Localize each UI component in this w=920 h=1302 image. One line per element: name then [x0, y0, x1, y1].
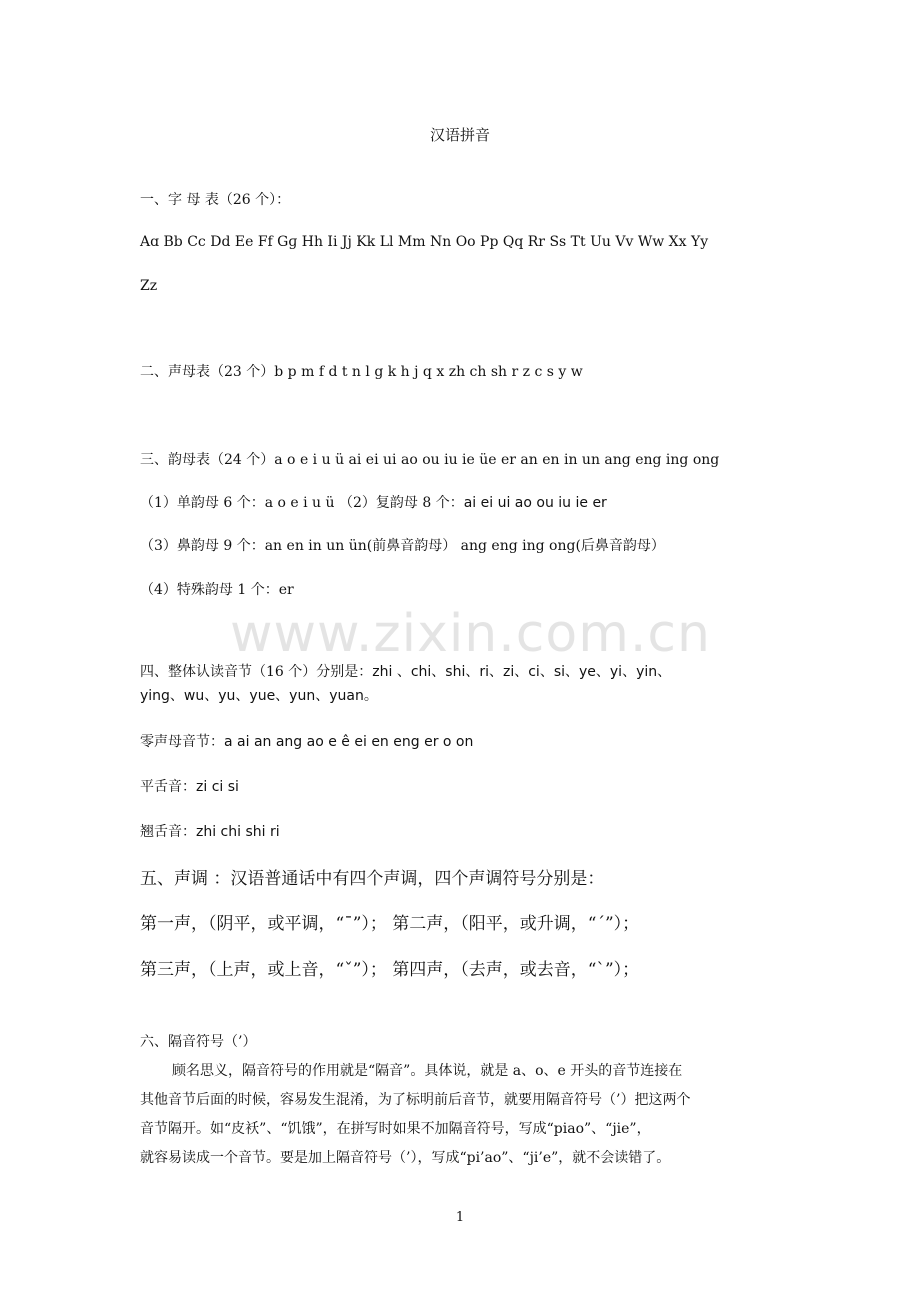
finals-item-1-prefix: （1）单韵母 6 个：a o e i u ü （2）复韵母 8 个： — [140, 495, 464, 511]
separator-paragraph-line-1: 顾名思义，隔音符号的作用就是“隔音”。具体说，就是 a、o、e 开头的音节连接在 — [172, 1063, 683, 1079]
flat-tongue-line — [140, 777, 239, 797]
flat-tongue-label: 平舌音： — [140, 779, 196, 795]
alphabet-line-1: Aɑ Bb Cc Dd Ee Ff Gɡ Hh Ii Jj Kk Ll Mm Nn Oo Pp Qq Rr Ss Tt Uu Vv Ww Xx Yy — [140, 234, 709, 250]
finals-item-1-suffix: ai ei ui ao ou iu ie er — [463, 495, 607, 511]
finals-item-4: （4）特殊韵母 1 个：er — [140, 582, 294, 598]
zero-initial-value: a ai an ang ao e ê ei en eng er o on — [224, 734, 474, 750]
flat-tongue-value: zi ci si — [196, 779, 239, 795]
initials-table: 二、声母表（23 个）b p m f d t n l g k h j q x zh ch sh r z c s y w — [140, 364, 583, 380]
whole-syllables-line-1 — [140, 662, 671, 682]
tones-line-2: 第三声，（上声，或上音，“ˇ”）； 第四声，（去声，或去音，“ˋ”）； — [140, 960, 640, 980]
tones-line-1: 第一声，（阴平，或平调，“ˉ”）； 第二声，（阳平，或升调，“ˊ”）； — [140, 914, 640, 934]
whole-syllables-list: zhi 、chi、shi、ri、zi、ci、si、ye、yi、yin、 — [372, 664, 672, 680]
zero-initial-label: 零声母音节： — [140, 734, 224, 750]
finals-heading: 三、韵母表（24 个）a o e i u ü ai ei ui ao ou iu ie üe er an en in un ang eng ing ong — [140, 452, 720, 468]
whole-syllables-line-2: ying、wu、yu、yue、yun、yuan。 — [140, 688, 378, 704]
alphabet-heading: 一、字 母 表（26 个）： — [140, 192, 291, 208]
retroflex-value: zhi chi shi ri — [196, 824, 280, 840]
whole-syllables-prefix: 四、整体认读音节（16 个）分别是： — [140, 664, 373, 680]
finals-item-1 — [140, 493, 607, 513]
separator-paragraph-line-3: 音节隔开。如“皮袄”、“饥饿”，在拼写时如果不加隔音符号，写成“piao”、“jie”， — [140, 1121, 651, 1137]
separator-paragraph-line-2: 其他音节后面的时候，容易发生混淆，为了标明前后音节，就要用隔音符号（’）把这两个 — [140, 1092, 691, 1108]
finals-item-3: （3）鼻韵母 9 个：an en in un ün(前鼻音韵母） ang eng ing ong(后鼻音韵母） — [140, 538, 665, 554]
retroflex-line — [140, 822, 280, 842]
page-title: 汉语拼音 — [429, 126, 490, 144]
watermark: www.zixin.com.cn — [230, 604, 711, 664]
alphabet-line-2: Zz — [140, 278, 158, 294]
separator-heading: 六、隔音符号（’） — [140, 1034, 257, 1050]
separator-paragraph-line-4: 就容易读成一个音节。要是加上隔音符号（’），写成“pi’ao”、“ji’e”，就不会读错了。 — [140, 1150, 671, 1166]
retroflex-label: 翘舌音： — [140, 824, 196, 840]
zero-initial-line — [140, 732, 473, 752]
page-number: 1 — [455, 1210, 465, 1225]
tones-heading: 五、声调 ：汉语普通话中有四个声调，四个声调符号分别是： — [140, 869, 605, 889]
